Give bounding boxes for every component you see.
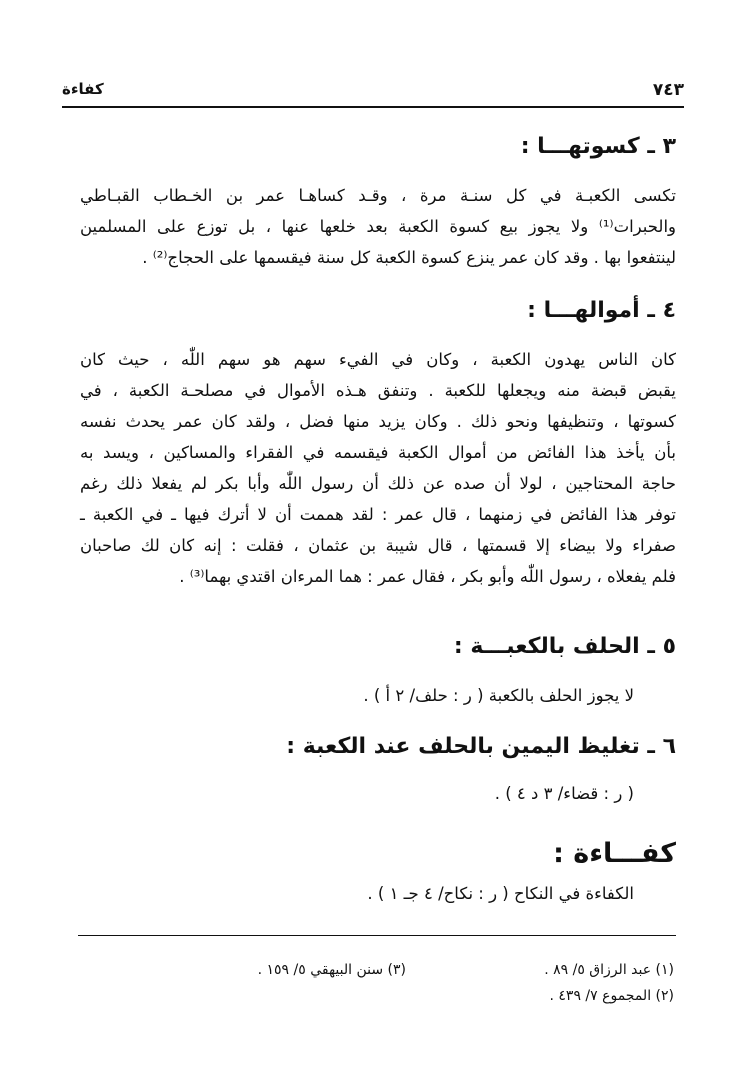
amwal-line-5: حاجة المحتاجين ، لولا أن صده عن ذلك أن رسول اللّٰه وأبا بكر لم يفعلا ذلك رغم xyxy=(80,474,676,493)
text-kafaa: الكفاءة في النكاح ( ر : نكاح/ ٤ جـ ١ ) . xyxy=(367,884,634,903)
heading-kafaa: كفـــاءة : xyxy=(553,838,676,869)
amwal-line-8: فلم يفعلاه ، رسول اللّٰه وأبو بكر ، فقال عمر : هما المرءان اقتدي بهما⁽³⁾ . xyxy=(179,567,676,586)
amwal-line-3: كسوتها ، وتنظيفها ونحو ذلك . وكان يزيد منها فضل ، ولقد كان عمر يحدث نفسه xyxy=(80,412,676,431)
footnote-2: (٢) المجموع ٧/ ٤٣٩ . xyxy=(549,988,674,1004)
kiswa-line-3: لينتفعوا بها . وقد كان عمر ينزع كسوة الكعبة كل سنة فيقسمها على الحجاج⁽²⁾ . xyxy=(142,248,676,267)
heading-halaf: ٥ ـ الحلف بالكعبـــة : xyxy=(453,634,676,659)
kiswa-line-2: والحبرات⁽¹⁾ ولا يجوز بيع كسوة الكعبة بعد خلعها عنها ، بل توزع على المسلمين xyxy=(80,217,676,236)
paragraph-amwal xyxy=(80,344,676,592)
paragraph-kiswa xyxy=(80,180,676,273)
heading-taghliz: ٦ ـ تغليظ اليمين بالحلف عند الكعبة : xyxy=(286,734,676,759)
text-halaf: لا يجوز الحلف بالكعبة ( ر : حلف/ ٢ أ ) . xyxy=(363,686,634,705)
page-number: ٧٤٣ xyxy=(652,80,684,100)
amwal-line-4: بأن يأخذ هذا الفائض من أموال الكعبة فيقسمه في الفقراء والمساكين ، ويسد به xyxy=(80,443,676,462)
footnote-1: (١) عبد الرزاق ٥/ ٨٩ . xyxy=(544,962,674,978)
heading-amwal: ٤ ـ أموالهـــا : xyxy=(527,298,676,323)
amwal-line-7: صفراء ولا بيضاء إلا قسمتها ، قال شيبة بن عثمان ، فقلت : إنه كان لك صاحبان xyxy=(80,536,676,555)
kiswa-line-1: تكسى الكعبـة في كل سنـة مرة ، وقـد كساهـا عمر بن الخـطاب القبـاطي xyxy=(80,186,676,205)
footnote-rule xyxy=(78,935,676,936)
text-taghliz: ( ر : قضاء/ ٣ د ٤ ) . xyxy=(494,784,634,803)
footnote-3: (٣) سنن البيهقي ٥/ ١٥٩ . xyxy=(257,962,406,978)
page-header xyxy=(62,80,684,104)
amwal-line-1: كان الناس يهدون الكعبة ، وكان في الفيء سهم هو سهم اللّٰه ، حيث كان xyxy=(80,350,676,369)
heading-kiswa: ٣ ـ كسوتهـــا : xyxy=(520,134,676,159)
amwal-line-6: توفر هذا الفائض في زمنهما ، قال عمر : لقد هممت أن لا أترك فيها ـ في الكعبة ـ xyxy=(80,505,676,524)
header-rule xyxy=(62,106,684,108)
amwal-line-2: يقبض قبضة منه ويجعلها للكعبة . وتنفق هـذه الأموال في مصلحـة الكعبة ، في xyxy=(80,381,676,400)
running-title: كفاءة xyxy=(62,80,104,98)
